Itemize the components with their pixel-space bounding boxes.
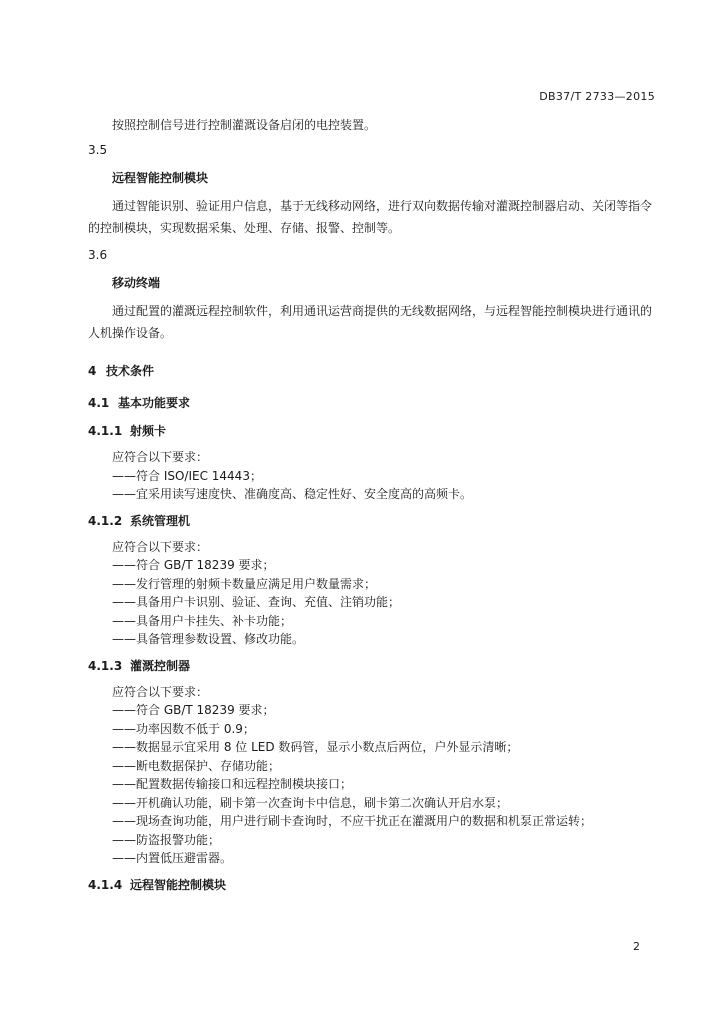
list-item: ——内置低压避雷器。 [112,851,233,865]
list-item: ——防盗报警功能； [112,832,221,847]
section-heading-4-1-3 [88,657,660,675]
list-item: ——具备用户卡挂失、补卡功能； [112,613,293,628]
clause-number-3-6: 3.6 [88,248,108,262]
list-item: ——具备用户卡识别、验证、查询、充值、注销功能； [112,595,401,609]
section-heading-4-1-4 [88,876,660,894]
list-item: ——宜采用读写速度快、准确度高、稳定性好、安全度高的高频卡。 [112,487,473,501]
section-heading-4-1-2 [88,512,660,530]
section-title: 远程智能控制模块 [130,877,227,892]
term-title-3-6: 移动终端 [112,276,161,290]
section-title: 系统管理机 [130,513,191,528]
standard-code-header: DB37/T 2733—2015 [539,90,655,103]
list-item: ——断电数据保护、存储功能； [112,758,281,773]
list-intro: 应符合以下要求： [112,684,209,699]
list-item: ——现场查询功能，用户进行刷卡查询时，不应干扰正在灌溉用户的数据和机泵正常运转； [112,814,593,828]
section-heading-4-1-1 [88,422,660,440]
definition-3-6: 通过配置的灌溉远程控制软件，利用通讯运营商提供的无线数据网络，与远程智能控制模块进行通讯的人机操作设备。 [88,304,653,340]
list-item: ——功率因数不低于 0.9； [112,721,255,736]
section-number: 4.1.2 [88,513,123,528]
section-title: 灌溉控制器 [130,658,191,673]
list-item: ——开机确认功能，刷卡第一次查询卡中信息，刷卡第二次确认开启水泵； [112,795,509,810]
list-intro: 应符合以下要求： [112,450,209,464]
section-title: 技术条件 [106,364,155,378]
section-number: 4 [88,364,97,378]
document-body [88,116,660,902]
list-item: ——发行管理的射频卡数量应满足用户数量需求； [112,576,377,591]
definition-continuation: 按照控制信号进行控制灌溉设备启闭的电控装置。 [112,118,377,132]
requirements-list-4-1-3 [88,683,660,868]
list-item: ——具备管理参数设置、修改功能。 [112,632,305,646]
list-item: ——符合 GB/T 18239 要求； [112,558,275,572]
section-number: 4.1.3 [88,658,123,673]
term-title-3-5: 远程智能控制模块 [112,171,209,185]
section-title: 射频卡 [130,424,167,438]
list-item: ——符合 ISO/IEC 14443； [112,468,262,483]
list-item: ——配置数据传输接口和远程控制模块接口； [112,777,353,791]
section-number: 4.1.4 [88,877,123,892]
definition-3-5: 通过智能识别、验证用户信息，基于无线移动网络，进行双向数据传输对灌溉控制器启动、关闭等指令的控制模块，实现数据采集、处理、存储、报警、控制等。 [88,199,653,235]
section-number: 4.1 [88,396,110,410]
list-item: ——符合 GB/T 18239 要求； [112,703,275,717]
requirements-list-4-1-2 [88,538,660,649]
section-heading-4 [88,362,660,380]
section-number: 4.1.1 [88,424,123,438]
section-title: 基本功能要求 [118,396,191,410]
section-heading-4-1 [88,394,660,412]
list-intro: 应符合以下要求： [112,539,209,554]
requirements-list-4-1-1 [88,448,660,504]
page-number: 2 [633,940,640,953]
list-item: ——数据显示宜采用 8 位 LED 数码管，显示小数点后两位，户外显示清晰； [112,740,519,754]
clause-number-3-5: 3.5 [88,143,108,157]
